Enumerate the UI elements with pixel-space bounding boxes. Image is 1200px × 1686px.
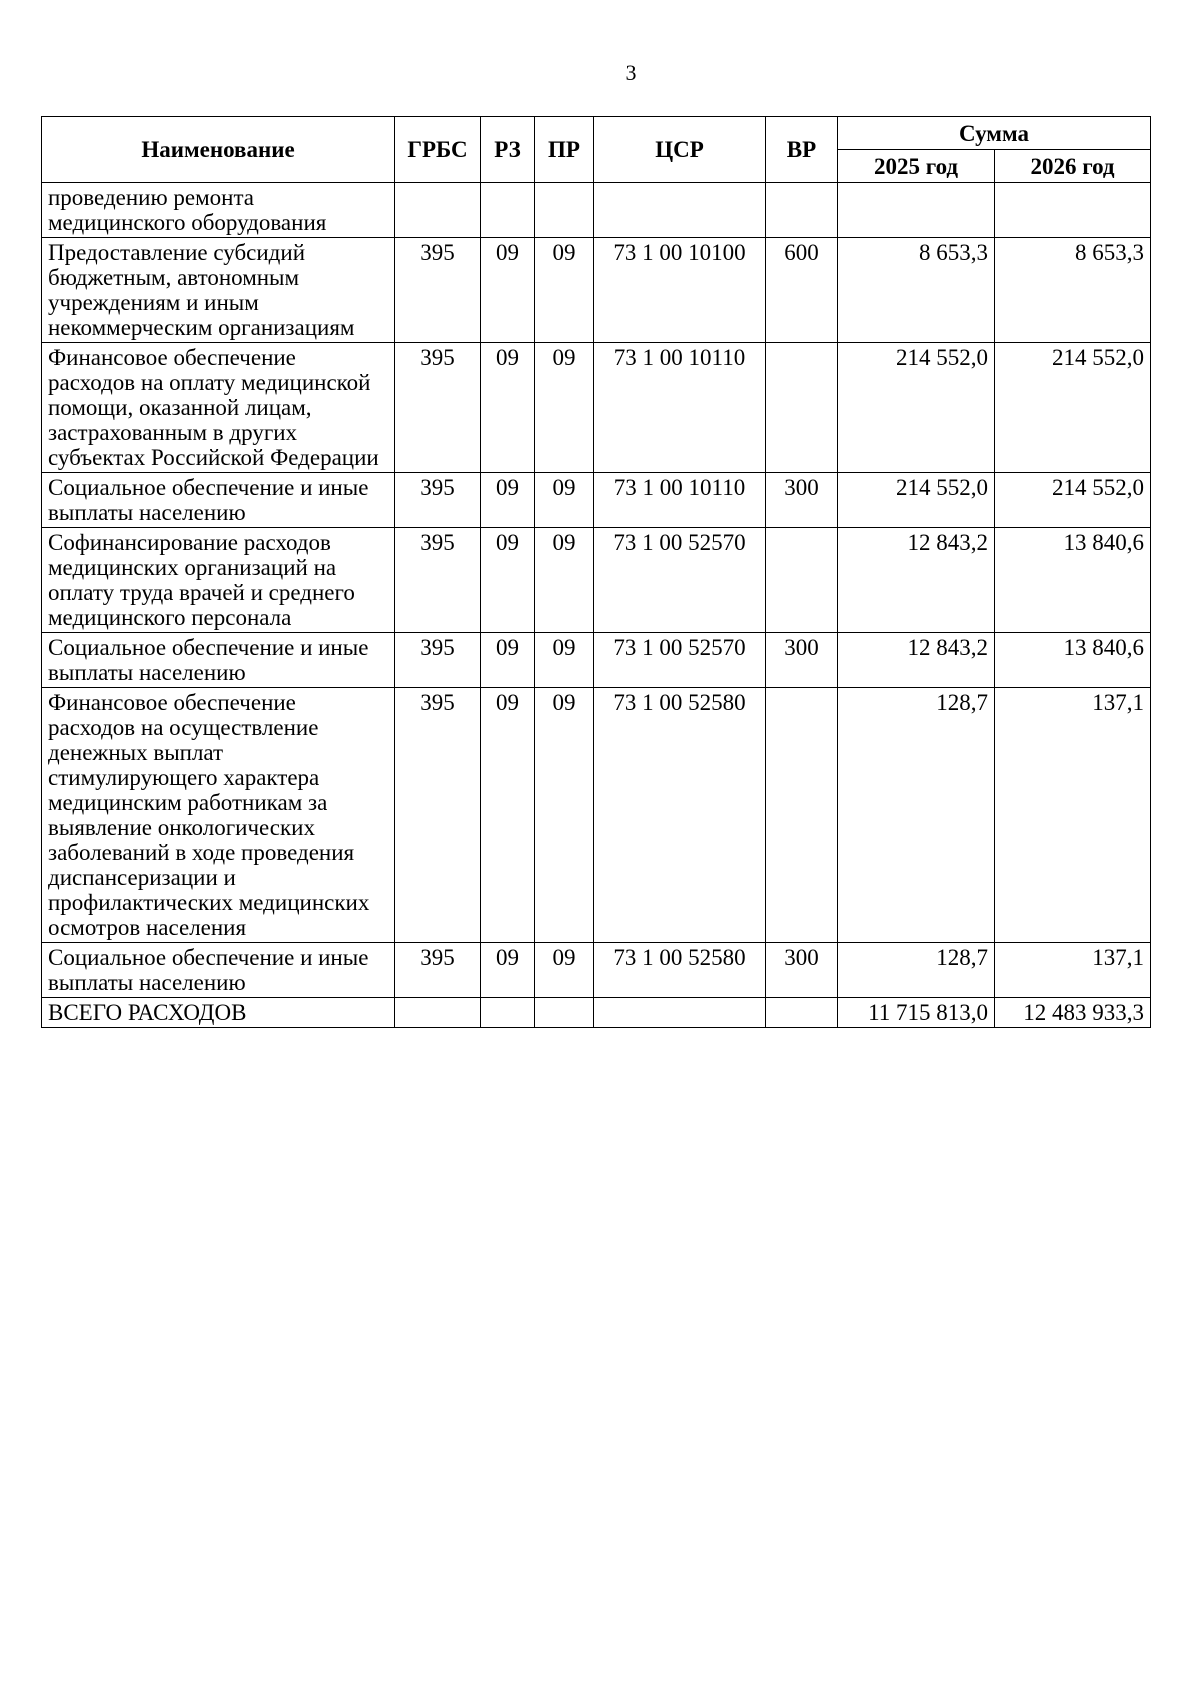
cell-vr xyxy=(766,528,838,633)
cell-grbs: 395 xyxy=(395,238,481,343)
cell-rz: 09 xyxy=(481,633,535,688)
cell-grbs: 395 xyxy=(395,528,481,633)
cell-sum-2026: 214 552,0 xyxy=(995,473,1151,528)
cell-sum-2025: 214 552,0 xyxy=(838,343,995,473)
total-empty-cell xyxy=(594,998,766,1028)
table-row xyxy=(42,343,1151,473)
cell-sum-2026: 137,1 xyxy=(995,943,1151,998)
total-empty-cell xyxy=(395,998,481,1028)
cell-name: Социальное обеспечение и иные выплаты населению xyxy=(42,943,395,998)
table-row xyxy=(42,633,1151,688)
header-sum: Сумма xyxy=(838,117,1151,150)
total-label: ВСЕГО РАСХОДОВ xyxy=(42,998,395,1028)
cell-name: Социальное обеспечение и иные выплаты населению xyxy=(42,633,395,688)
table-row xyxy=(42,943,1151,998)
table-body xyxy=(42,183,1151,998)
header-year-2025: 2025 год xyxy=(838,150,995,183)
cell-pr: 09 xyxy=(535,343,594,473)
cell-csr: 73 1 00 10100 xyxy=(594,238,766,343)
header-csr: ЦСР xyxy=(594,117,766,183)
total-2025: 11 715 813,0 xyxy=(838,998,995,1028)
cell-grbs xyxy=(395,183,481,238)
cell-csr: 73 1 00 52570 xyxy=(594,528,766,633)
cell-sum-2025: 12 843,2 xyxy=(838,528,995,633)
cell-sum-2025: 128,7 xyxy=(838,688,995,943)
cell-csr xyxy=(594,183,766,238)
table-row xyxy=(42,238,1151,343)
cell-sum-2026: 8 653,3 xyxy=(995,238,1151,343)
cell-rz: 09 xyxy=(481,238,535,343)
budget-table xyxy=(41,116,1151,1028)
total-empty-cell xyxy=(535,998,594,1028)
cell-csr: 73 1 00 52580 xyxy=(594,688,766,943)
cell-pr xyxy=(535,183,594,238)
header-rz: РЗ xyxy=(481,117,535,183)
cell-pr: 09 xyxy=(535,473,594,528)
table-row xyxy=(42,183,1151,238)
cell-csr: 73 1 00 52580 xyxy=(594,943,766,998)
cell-grbs: 395 xyxy=(395,633,481,688)
total-empty-cell xyxy=(766,998,838,1028)
cell-name: Финансовое обеспечение расходов на осуществление денежных выплат стимулирующего характера медицинским работникам за выявление онкологических заболеваний в ходе проведения диспансеризации и профилактических медицинских осмотров населения xyxy=(42,688,395,943)
cell-pr: 09 xyxy=(535,943,594,998)
cell-sum-2025: 12 843,2 xyxy=(838,633,995,688)
cell-name: Предоставление субсидий бюджетным, автономным учреждениям и иным некоммерческим организациям xyxy=(42,238,395,343)
cell-grbs: 395 xyxy=(395,688,481,943)
header-vr: ВР xyxy=(766,117,838,183)
cell-pr: 09 xyxy=(535,238,594,343)
cell-pr: 09 xyxy=(535,688,594,943)
total-2026: 12 483 933,3 xyxy=(995,998,1151,1028)
cell-vr: 300 xyxy=(766,943,838,998)
cell-grbs: 395 xyxy=(395,943,481,998)
cell-vr xyxy=(766,688,838,943)
cell-sum-2025: 8 653,3 xyxy=(838,238,995,343)
cell-sum-2025 xyxy=(838,183,995,238)
cell-pr: 09 xyxy=(535,528,594,633)
cell-rz: 09 xyxy=(481,343,535,473)
header-grbs: ГРБС xyxy=(395,117,481,183)
page-number: 3 xyxy=(625,60,637,85)
cell-sum-2025: 214 552,0 xyxy=(838,473,995,528)
cell-vr: 300 xyxy=(766,473,838,528)
table-header xyxy=(42,117,1151,183)
cell-vr: 600 xyxy=(766,238,838,343)
cell-pr: 09 xyxy=(535,633,594,688)
cell-name: Софинансирование расходов медицинских организаций на оплату труда врачей и среднего медицинского персонала xyxy=(42,528,395,633)
header-year-2026: 2026 год xyxy=(995,150,1151,183)
table-row xyxy=(42,688,1151,943)
cell-name: Финансовое обеспечение расходов на оплату медицинской помощи, оказанной лицам, застрахованным в других субъектах Российской Федерации xyxy=(42,343,395,473)
cell-rz: 09 xyxy=(481,688,535,943)
cell-csr: 73 1 00 10110 xyxy=(594,343,766,473)
cell-sum-2026: 13 840,6 xyxy=(995,633,1151,688)
total-empty-cell xyxy=(481,998,535,1028)
cell-name: проведению ремонта медицинского оборудования xyxy=(42,183,395,238)
cell-sum-2026 xyxy=(995,183,1151,238)
table-row xyxy=(42,528,1151,633)
cell-grbs: 395 xyxy=(395,473,481,528)
header-name: Наименование xyxy=(42,117,395,183)
cell-csr: 73 1 00 10110 xyxy=(594,473,766,528)
cell-vr xyxy=(766,343,838,473)
cell-sum-2026: 137,1 xyxy=(995,688,1151,943)
cell-sum-2025: 128,7 xyxy=(838,943,995,998)
cell-rz: 09 xyxy=(481,528,535,633)
cell-rz: 09 xyxy=(481,473,535,528)
cell-rz: 09 xyxy=(481,943,535,998)
cell-rz xyxy=(481,183,535,238)
cell-grbs: 395 xyxy=(395,343,481,473)
cell-name: Социальное обеспечение и иные выплаты населению xyxy=(42,473,395,528)
cell-sum-2026: 214 552,0 xyxy=(995,343,1151,473)
table-row xyxy=(42,473,1151,528)
cell-vr: 300 xyxy=(766,633,838,688)
header-pr: ПР xyxy=(535,117,594,183)
cell-csr: 73 1 00 52570 xyxy=(594,633,766,688)
cell-vr xyxy=(766,183,838,238)
total-row xyxy=(42,998,1151,1028)
cell-sum-2026: 13 840,6 xyxy=(995,528,1151,633)
